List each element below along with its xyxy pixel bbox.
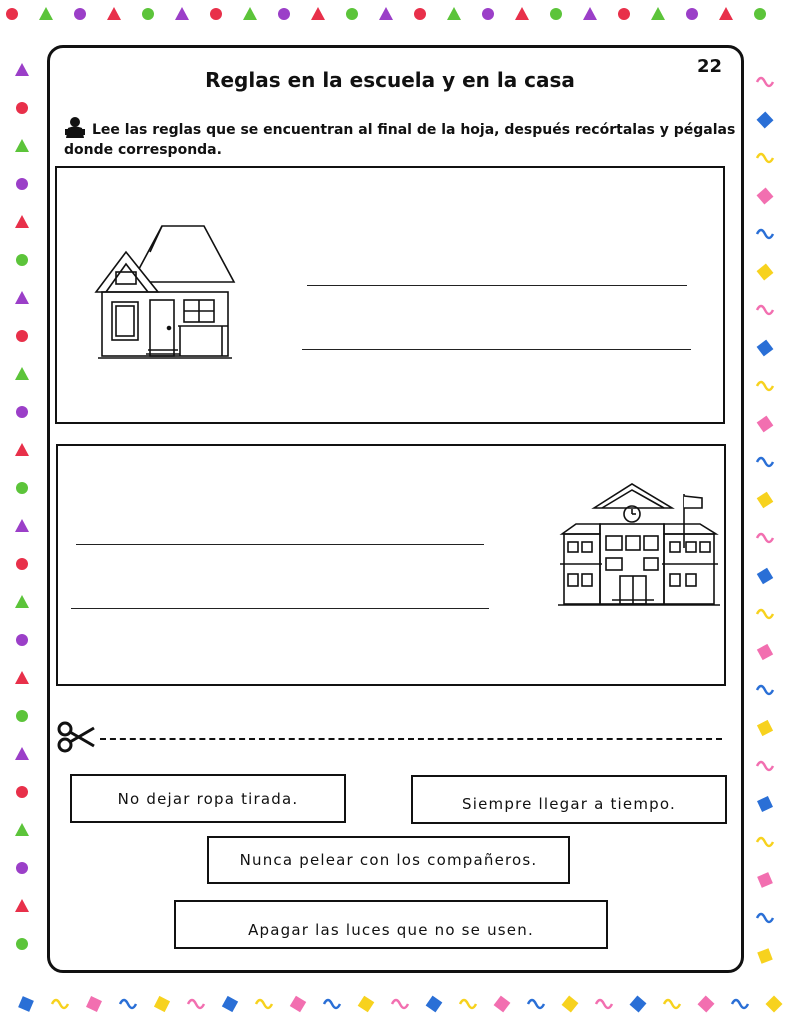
confetti-piece — [583, 7, 597, 20]
rule-text: Siempre llegar a tiempo. — [462, 794, 676, 813]
page-number: 22 — [697, 56, 723, 77]
confetti-piece — [311, 7, 325, 20]
confetti-piece — [15, 367, 29, 380]
confetti-piece — [757, 492, 774, 509]
confetti-piece — [15, 519, 29, 532]
confetti-piece — [120, 1000, 136, 1008]
confetti-piece — [757, 720, 773, 736]
confetti-piece — [757, 838, 773, 846]
confetti-piece — [16, 558, 28, 570]
confetti-piece — [243, 7, 257, 20]
confetti-piece — [379, 7, 393, 20]
confetti-piece — [550, 8, 562, 20]
confetti-piece — [757, 78, 773, 86]
confetti-piece — [16, 178, 28, 190]
confetti-piece — [447, 7, 461, 20]
confetti-piece — [757, 264, 774, 281]
confetti-piece — [16, 786, 28, 798]
rule-card[interactable] — [411, 775, 727, 824]
confetti-piece — [757, 416, 774, 433]
cut-line — [100, 738, 722, 740]
confetti-piece — [460, 1000, 476, 1008]
confetti-piece — [757, 154, 773, 162]
confetti-piece — [107, 7, 121, 20]
confetti-piece — [74, 8, 86, 20]
confetti-piece — [16, 938, 28, 950]
confetti-piece — [15, 823, 29, 836]
confetti-piece — [222, 996, 238, 1012]
confetti-piece — [414, 8, 426, 20]
page-title: Reglas en la escuela y en la casa — [205, 68, 575, 92]
confetti-piece — [562, 996, 579, 1013]
confetti-piece — [15, 139, 29, 152]
confetti-piece — [278, 8, 290, 20]
confetti-piece — [39, 7, 53, 20]
confetti-piece — [757, 382, 773, 390]
confetti-piece — [757, 796, 773, 812]
rule-card[interactable] — [174, 900, 608, 949]
confetti-piece — [757, 948, 773, 964]
scissors-icon — [56, 720, 96, 754]
confetti-piece — [757, 568, 773, 584]
confetti-piece — [754, 8, 766, 20]
confetti-piece — [16, 330, 28, 342]
confetti-piece — [757, 644, 773, 660]
answer-line-school-2[interactable] — [71, 608, 489, 609]
confetti-piece — [15, 671, 29, 684]
confetti-piece — [175, 7, 189, 20]
house-icon — [92, 222, 238, 362]
confetti-piece — [757, 872, 773, 888]
rule-text: Nunca pelear con los compañeros. — [239, 851, 538, 869]
confetti-piece — [15, 443, 29, 456]
confetti-piece — [18, 996, 34, 1012]
confetti-piece — [618, 8, 630, 20]
confetti-piece — [528, 1000, 544, 1008]
confetti-piece — [324, 1000, 340, 1008]
rule-text: No dejar ropa tirada. — [117, 789, 299, 808]
confetti-piece — [15, 595, 29, 608]
confetti-piece — [719, 7, 733, 20]
confetti-piece — [15, 215, 29, 228]
confetti-piece — [757, 340, 774, 357]
confetti-piece — [757, 188, 774, 205]
confetti-piece — [698, 996, 715, 1013]
confetti-piece — [188, 1000, 204, 1008]
confetti-piece — [210, 8, 222, 20]
confetti-piece — [482, 8, 494, 20]
confetti-piece — [392, 1000, 408, 1008]
confetti-piece — [664, 1000, 680, 1008]
confetti-piece — [732, 1000, 748, 1008]
confetti-piece — [86, 996, 102, 1012]
confetti-piece — [15, 747, 29, 760]
confetti-piece — [651, 7, 665, 20]
rule-card[interactable] — [207, 836, 570, 884]
reader-icon — [64, 116, 90, 138]
confetti-piece — [16, 634, 28, 646]
confetti-piece — [757, 458, 773, 466]
confetti-piece — [16, 862, 28, 874]
confetti-piece — [16, 482, 28, 494]
confetti-piece — [290, 996, 306, 1012]
confetti-piece — [686, 8, 698, 20]
answer-line-school-1[interactable] — [76, 544, 484, 545]
answer-line-home-1[interactable] — [307, 285, 687, 286]
confetti-piece — [142, 8, 154, 20]
confetti-piece — [757, 762, 773, 770]
confetti-piece — [15, 63, 29, 76]
confetti-piece — [358, 996, 375, 1013]
confetti-piece — [757, 230, 773, 238]
confetti-piece — [16, 254, 28, 266]
school-icon — [556, 478, 722, 608]
confetti-piece — [256, 1000, 272, 1008]
rule-text: Apagar las luces que no se usen. — [248, 920, 534, 939]
confetti-piece — [757, 610, 773, 618]
confetti-piece — [52, 1000, 68, 1008]
confetti-piece — [154, 996, 170, 1012]
confetti-piece — [515, 7, 529, 20]
confetti-piece — [757, 914, 773, 922]
confetti-piece — [757, 112, 774, 129]
confetti-piece — [6, 8, 18, 20]
confetti-piece — [596, 1000, 612, 1008]
confetti-piece — [757, 686, 773, 694]
confetti-piece — [426, 996, 443, 1013]
confetti-piece — [766, 996, 783, 1013]
confetti-piece — [757, 306, 773, 314]
rule-card[interactable] — [70, 774, 346, 823]
confetti-piece — [16, 406, 28, 418]
confetti-piece — [346, 8, 358, 20]
confetti-piece — [630, 996, 647, 1013]
confetti-piece — [16, 102, 28, 114]
confetti-piece — [494, 996, 511, 1013]
instruction-text: Lee las reglas que se encuentran al final de la hoja, después recórtalas y pégalas donde corresponda. — [64, 122, 736, 158]
answer-line-home-2[interactable] — [302, 349, 691, 350]
confetti-piece — [757, 534, 773, 542]
confetti-piece — [15, 291, 29, 304]
confetti-piece — [16, 710, 28, 722]
confetti-piece — [15, 899, 29, 912]
instructions — [64, 116, 744, 160]
